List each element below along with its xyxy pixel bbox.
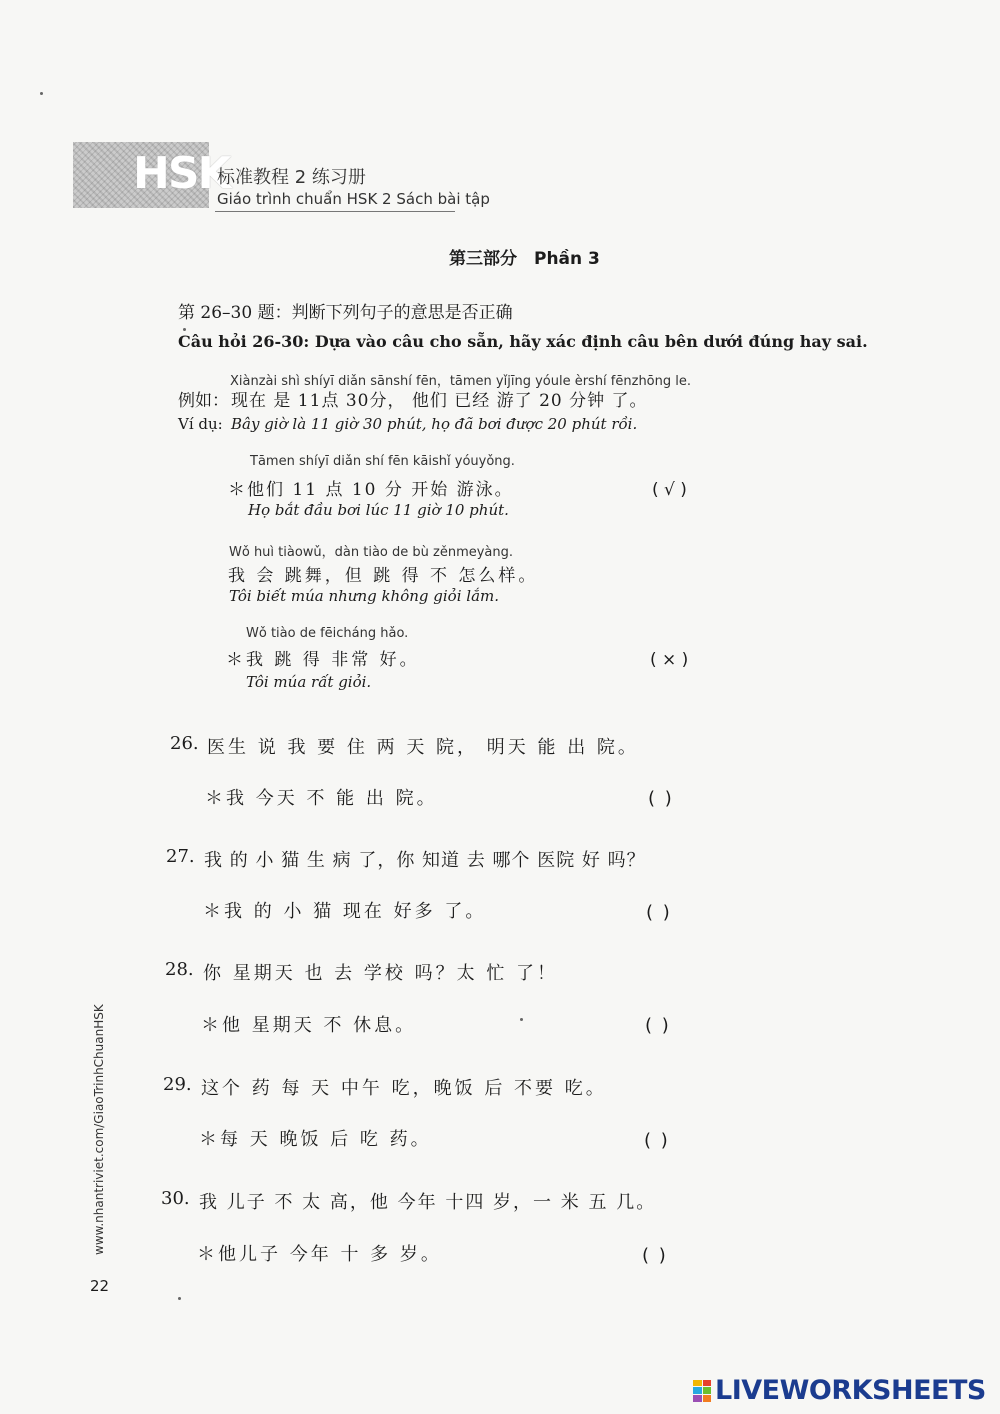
example-sub2-vi: Tôi biết múa nhưng không giỏi lắm. [229, 587, 500, 605]
book-title-zh: 标准教程 2 练习册 [217, 167, 366, 188]
example-sub1-mark: ( √ ) [652, 480, 687, 500]
scan-speck [40, 92, 43, 95]
answer-box[interactable]: ( ) [644, 1130, 670, 1151]
example-sub3-zh: ＊我 跳 得 非常 好。 [226, 650, 420, 670]
example-sub1-pinyin: Tāmen shíyī diǎn shí fēn kāishǐ yóuyǒng. [250, 454, 515, 469]
answer-box[interactable]: ( ) [645, 1015, 671, 1036]
example-pinyin: Xiànzài shì shíyī diǎn sānshí fēn，tāmen yǐjīng yóule èrshí fēnzhōng le. [230, 374, 691, 389]
example-label-vi: Ví dụ: [178, 415, 223, 433]
header-divider [215, 211, 455, 212]
question-text: 我 的 小 猫 生 病 了，你 知道 去 哪个 医院 好 吗？ [204, 850, 646, 871]
question-number: 26. [170, 733, 199, 754]
example-sub3-mark: ( × ) [650, 650, 689, 670]
question-text: 你 星期天 也 去 学校 吗？太 忙 了！ [203, 963, 559, 984]
book-title-vi: Giáo trình chuẩn HSK 2 Sách bài tập [217, 190, 490, 208]
scan-speck [178, 1297, 181, 1300]
question-statement: ＊他 星期天 不 休息。 [201, 1015, 417, 1036]
example-label-zh: 例如： [178, 391, 229, 411]
answer-box[interactable]: ( ) [642, 1245, 668, 1266]
question-statement: ＊我 今天 不 能 出 院。 [205, 788, 438, 809]
example-vi: Bây giờ là 11 giờ 30 phút, họ đã bơi được 20 phút rồi. [231, 415, 638, 433]
example-sub2-zh: 我 会 跳舞，但 跳 得 不 怎么样。 [228, 566, 539, 586]
example-sub1-vi: Họ bắt đầu bơi lúc 11 giờ 10 phút. [248, 501, 509, 519]
scan-speck [520, 1018, 523, 1021]
instructions-zh: 第 26–30 题：判断下列句子的意思是否正确 [178, 303, 513, 323]
hsk-logo [73, 142, 230, 208]
example-sub2-pinyin: Wǒ huì tiàowǔ，dàn tiào de bù zěnmeyàng. [229, 545, 514, 560]
liveworksheets-logo-icon [693, 1380, 711, 1402]
question-number: 30. [161, 1188, 190, 1209]
question-number: 27. [166, 846, 195, 867]
scan-speck [183, 328, 186, 331]
question-statement: ＊我 的 小 猫 现在 好多 了。 [203, 901, 487, 922]
question-statement: ＊每 天 晚饭 后 吃 药。 [199, 1129, 432, 1150]
question-text: 这个 药 每 天 中午 吃，晚饭 后 不要 吃。 [201, 1078, 607, 1099]
question-statement: ＊他儿子 今年 十 多 岁。 [197, 1244, 442, 1265]
question-text: 我 儿子 不 太 高，他 今年 十四 岁，一 米 五 几。 [199, 1192, 657, 1213]
liveworksheets-text: LIVEWORKSHEETS [715, 1375, 986, 1406]
question-text: 医生 说 我 要 住 两 天 院， 明天 能 出 院。 [207, 737, 639, 758]
answer-box[interactable]: ( ) [646, 902, 672, 923]
logo-text: HSK [133, 148, 230, 199]
example-sub3-vi: Tôi múa rất giỏi. [246, 673, 372, 691]
question-number: 29. [163, 1074, 192, 1095]
answer-box[interactable]: ( ) [648, 788, 674, 809]
section-title: 第三部分 Phần 3 [449, 249, 600, 269]
liveworksheets-brand [693, 1375, 986, 1406]
side-url: www.nhantriviet.com/GiaoTrinhChuanHSK [92, 1004, 106, 1255]
instructions-vi: Câu hỏi 26-30: Dựa vào câu cho sẵn, hãy xác định câu bên dưới đúng hay sai. [178, 332, 868, 351]
question-number: 28. [165, 959, 194, 980]
example-sub1-zh: ＊他们 11 点 10 分 开始 游泳。 [228, 480, 514, 500]
example-sub3-pinyin: Wǒ tiào de fēicháng hǎo. [246, 626, 409, 641]
page-number: 22 [90, 1277, 110, 1295]
example-zh: 现在 是 11点 30分， 他们 已经 游了 20 分钟 了。 [231, 391, 648, 411]
